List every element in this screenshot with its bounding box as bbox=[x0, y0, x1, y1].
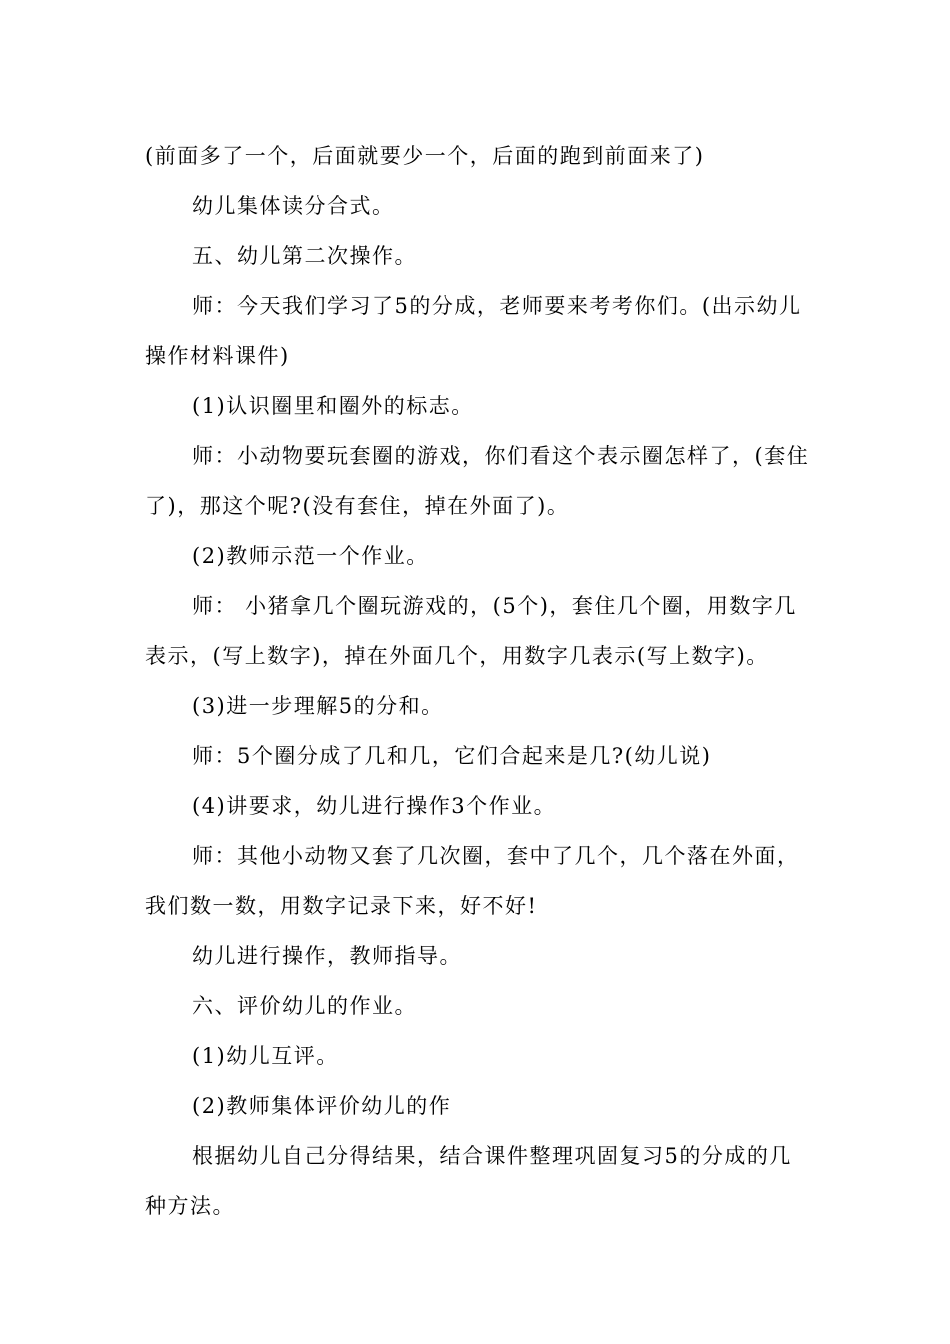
step-item: (1)认识圈里和圈外的标志。 bbox=[192, 394, 474, 418]
step-item: (3)进一步理解5的分和。 bbox=[192, 694, 444, 718]
step-item: (2)教师示范一个作业。 bbox=[192, 544, 429, 568]
paragraph: 师：今天我们学习了5的分成，老师要来考考你们。(出示幼儿操作材料课件) bbox=[145, 294, 802, 368]
paragraph: 幼儿集体读分合式。 bbox=[192, 194, 395, 218]
step-item: (1)幼儿互评。 bbox=[192, 1044, 339, 1068]
paragraph: 师：5个圈分成了几和几，它们合起来是几?(幼儿说) bbox=[192, 744, 712, 768]
paragraph: 师：小动物要玩套圈的游戏，你们看这个表示圈怎样了，(套住了)，那这个呢?(没有套住，掉在外面了)。 bbox=[145, 444, 810, 518]
paragraph: (前面多了一个，后面就要少一个，后面的跑到前面来了) bbox=[145, 144, 705, 168]
document-body bbox=[145, 131, 810, 1231]
paragraph: 幼儿进行操作，教师指导。 bbox=[192, 944, 462, 968]
section-heading: 五、幼儿第二次操作。 bbox=[192, 244, 417, 268]
paragraph: 师：其他小动物又套了几次圈，套中了几个，几个落在外面，我们数一数，用数字记录下来，好不好! bbox=[145, 844, 800, 918]
step-item: (4)讲要求，幼儿进行操作3个作业。 bbox=[192, 794, 557, 818]
paragraph: 根据幼儿自己分得结果，结合课件整理巩固复习5的分成的几种方法。 bbox=[145, 1144, 792, 1218]
step-item: (2)教师集体评价幼儿的作 bbox=[192, 1094, 452, 1118]
paragraph: 师： 小猪拿几个圈玩游戏的，(5个)，套住几个圈，用数字几表示，(写上数字)，掉在外面几个，用数字几表示(写上数字)。 bbox=[145, 594, 797, 668]
section-heading: 六、评价幼儿的作业。 bbox=[192, 994, 417, 1018]
